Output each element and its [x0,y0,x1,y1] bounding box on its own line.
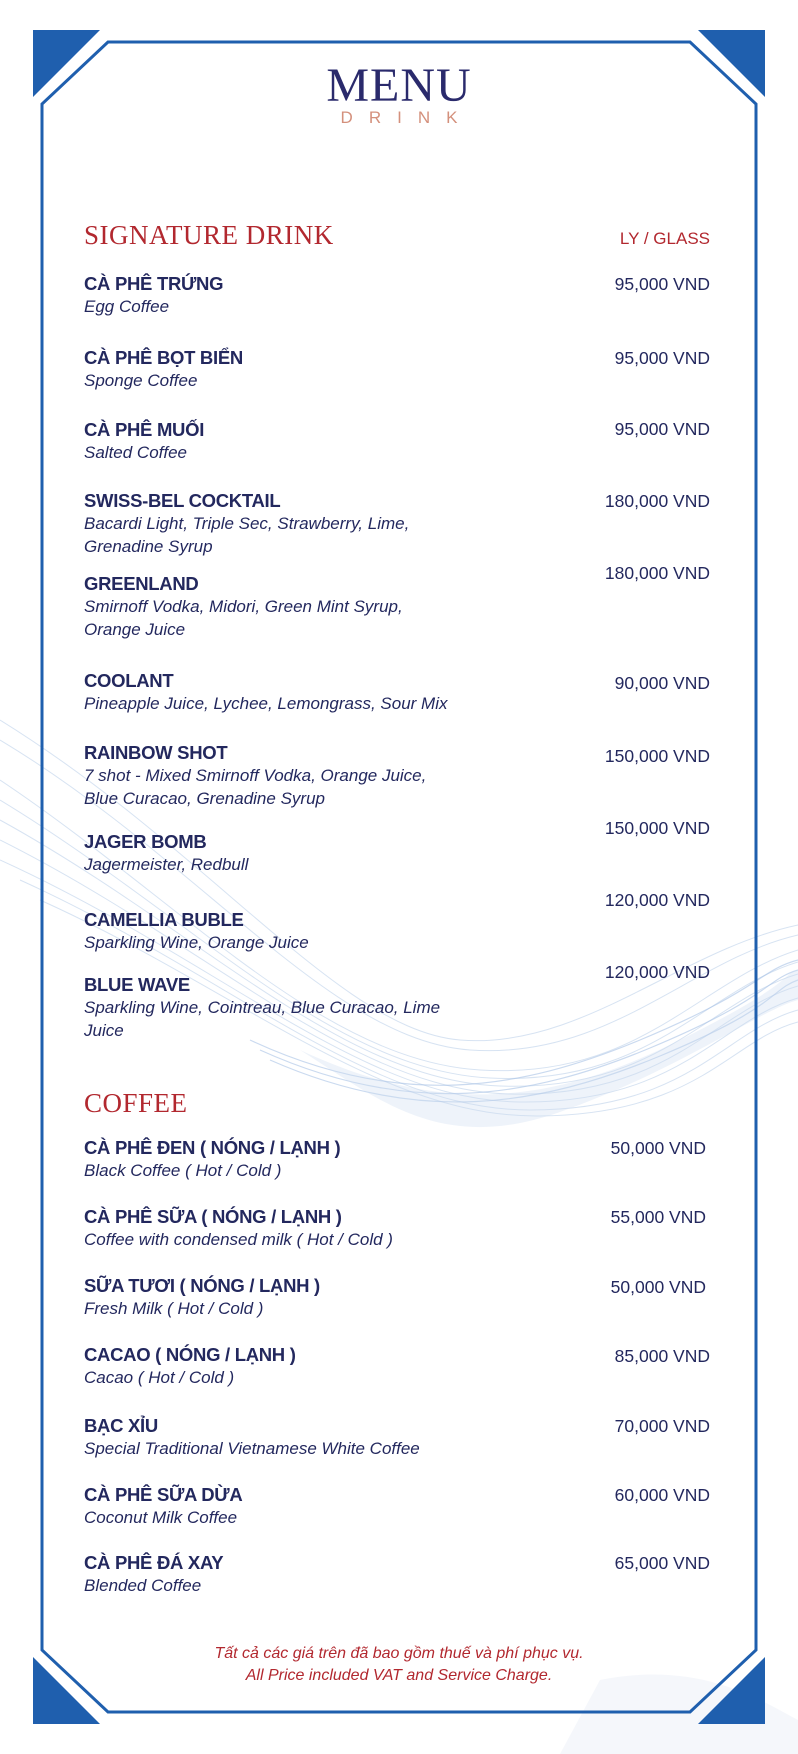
item-price: 50,000 VND [610,1277,706,1297]
item-description: Egg Coffee [84,297,170,316]
item-price: 95,000 VND [614,348,710,368]
item-description: Salted Coffee [84,443,188,462]
item-description: Sponge Coffee [84,371,198,390]
item-description: Smirnoff Vodka, Midori, Green Mint Syrup, Orange Juice [84,597,403,639]
menu-item [84,973,714,1042]
unit-note: LY / GLASS [619,229,710,248]
item-description: Coconut Milk Coffee [84,1508,238,1527]
menu-subtitle: DRINK [340,108,474,127]
item-name: CÀ PHÊ SỮA ( NÓNG / LẠNH ) [84,1206,342,1227]
item-name: CÀ PHÊ MUỐI [84,419,205,440]
item-description: Cacao ( Hot / Cold ) [84,1368,235,1387]
item-price: 150,000 VND [604,818,710,838]
item-description: Special Traditional Vietnamese White Coffee [84,1439,420,1458]
item-price: 50,000 VND [610,1138,706,1158]
item-description: 7 shot - Mixed Smirnoff Vodka, Orange Juice, Blue Curacao, Grenadine Syrup [84,766,427,808]
item-price: 60,000 VND [614,1485,710,1505]
item-name: BẠC XỈU [84,1415,158,1436]
section-title-signature: SIGNATURE DRINK [84,220,334,250]
item-price: 95,000 VND [614,274,710,294]
item-name: CACAO ( NÓNG / LẠNH ) [84,1344,296,1365]
item-description: Bacardi Light, Triple Sec, Strawberry, Lime, Grenadine Syrup [84,514,410,556]
item-price: 65,000 VND [614,1553,710,1573]
item-name: BLUE WAVE [84,974,190,995]
item-price: 90,000 VND [614,673,710,693]
item-description: Black Coffee ( Hot / Cold ) [84,1161,282,1180]
menu-item [84,908,714,954]
menu-title: MENU [326,59,472,112]
footer-line-vietnamese: Tất cả các giá trên đã bao gồm thuế và phí phục vụ. [214,1645,584,1662]
item-description: Sparkling Wine, Orange Juice [84,933,309,952]
item-name: SWISS-BEL COCKTAIL [84,490,281,511]
item-price: 120,000 VND [604,890,710,910]
footer-note [0,1643,798,1687]
item-price: 120,000 VND [604,962,710,982]
item-price: 150,000 VND [604,746,710,766]
item-name: CÀ PHÊ ĐEN ( NÓNG / LẠNH ) [84,1137,341,1158]
item-name: RAINBOW SHOT [84,742,228,763]
item-name: GREENLAND [84,573,199,594]
item-price: 85,000 VND [614,1346,710,1366]
item-description: Jagermeister, Redbull [84,855,249,874]
item-price: 180,000 VND [604,491,710,511]
item-price: 70,000 VND [614,1416,710,1436]
item-name: SỮA TƯƠI ( NÓNG / LẠNH ) [84,1275,320,1296]
item-description: Sparkling Wine, Cointreau, Blue Curacao, Lime Juice [84,998,441,1040]
item-description: Coffee with condensed milk ( Hot / Cold ) [84,1230,393,1249]
item-price: 95,000 VND [614,419,710,439]
item-name: CÀ PHÊ TRỨNG [84,273,224,294]
section-title-coffee: COFFEE [84,1088,188,1118]
item-description: Pineapple Juice, Lychee, Lemongrass, Sour Mix [84,694,448,713]
item-name: JAGER BOMB [84,831,207,852]
item-price: 180,000 VND [604,563,710,583]
item-price: 55,000 VND [610,1207,706,1227]
item-name: CÀ PHÊ SỮA DỪA [84,1484,243,1505]
item-name: CÀ PHÊ ĐÁ XAY [84,1552,224,1573]
item-name: COOLANT [84,670,174,691]
item-description: Fresh Milk ( Hot / Cold ) [84,1299,264,1318]
item-name: CAMELLIA BUBLE [84,909,244,930]
item-name: CÀ PHÊ BỌT BIỂN [84,347,243,368]
item-description: Blended Coffee [84,1576,202,1595]
footer-line-english: All Price included VAT and Service Charge. [245,1667,553,1684]
